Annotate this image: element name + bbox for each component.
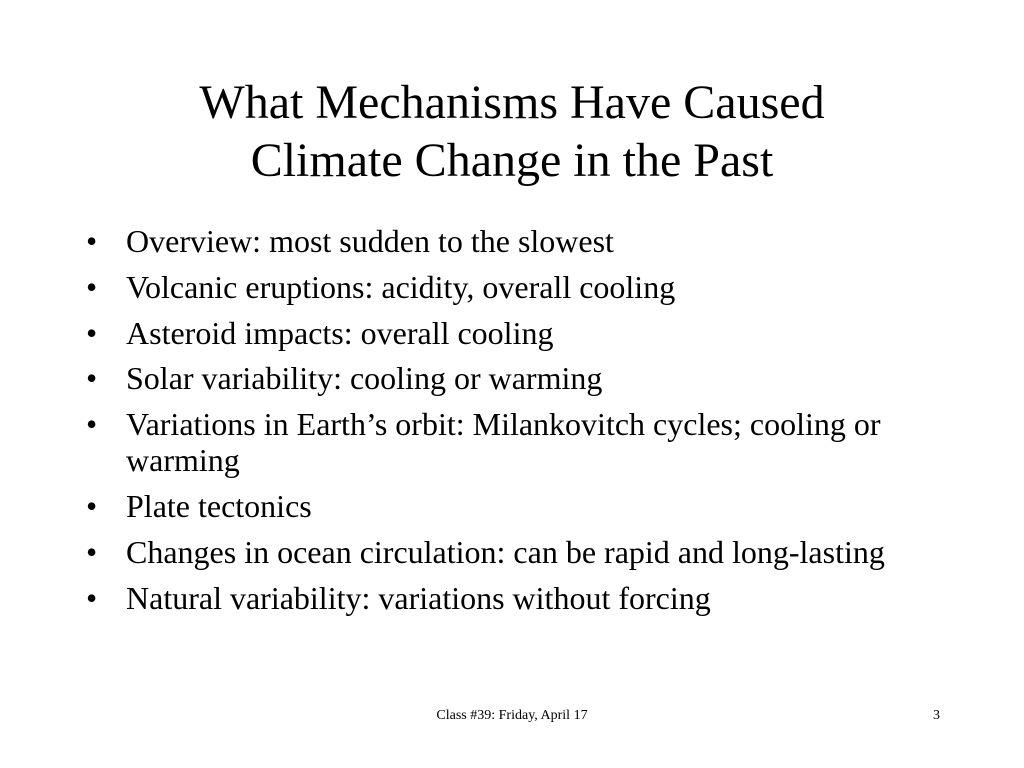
bullet-text: Changes in ocean circulation: can be rapid and long-lasting: [126, 533, 885, 570]
slide-title: [60, 74, 964, 189]
bullet-marker: •: [86, 533, 98, 570]
bullet-item: [82, 489, 952, 525]
bullet-item: [82, 316, 952, 352]
bullet-item: [82, 407, 952, 479]
page-number: 3: [933, 708, 940, 723]
bullet-marker: •: [86, 406, 98, 443]
bullet-item: [82, 581, 952, 617]
bullet-text: Plate tectonics: [126, 487, 312, 524]
bullet-text: Variations in Earth’s orbit: Milankovitch cycles; cooling or warming: [126, 406, 881, 479]
title-line-1: What Mechanisms Have Caused: [199, 76, 825, 129]
bullet-marker: •: [86, 360, 98, 397]
bullet-item: [82, 361, 952, 397]
bullet-text: Asteroid impacts: overall cooling: [126, 314, 554, 351]
slide-footer: Class #39: Friday, April 17: [436, 708, 588, 723]
bullet-item: [82, 535, 952, 571]
title-line-2: Climate Change in the Past: [250, 133, 774, 187]
bullet-text: Overview: most sudden to the slowest: [126, 223, 614, 259]
bullet-marker: •: [86, 579, 98, 616]
bullet-text: Solar variability: cooling or warming: [126, 360, 603, 397]
bullet-marker: •: [86, 314, 98, 351]
bullet-marker: •: [86, 268, 98, 305]
bullet-list: [82, 224, 952, 626]
bullet-text: Natural variability: variations without forcing: [126, 579, 711, 616]
bullet-marker: •: [86, 223, 98, 259]
bullet-item: [82, 270, 952, 306]
bullet-marker: •: [86, 487, 98, 524]
bullet-text: Volcanic eruptions: acidity, overall cooling: [126, 268, 676, 305]
bullet-item: [82, 224, 952, 260]
